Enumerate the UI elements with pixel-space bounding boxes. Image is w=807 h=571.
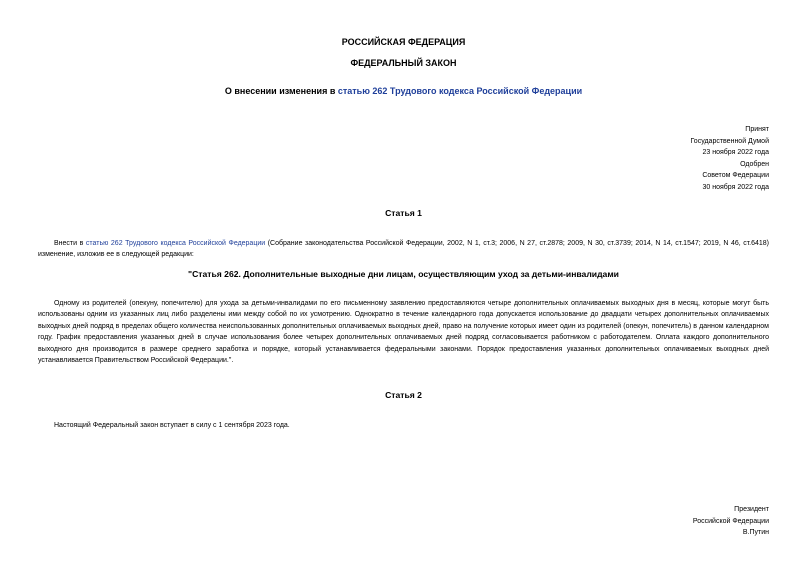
adoption-block [690,124,769,193]
article-2-body: Настоящий Федеральный закон вступает в силу с 1 сентября 2023 года. [54,422,290,429]
adoption-line: 30 ноября 2022 года [702,183,769,191]
country-heading: РОССИЙСКАЯ ФЕДЕРАЦИЯ [341,37,466,47]
adoption-line: 23 ноября 2022 года [702,149,769,156]
article-1-intro-prefix: Внести в [54,240,86,247]
signature-line: Российской Федерации [692,517,769,525]
article-1-intro [38,238,769,261]
adoption-line: Принят [745,126,769,133]
article-1-intro-suffix: (Собрание законодательства Российской Федерации, 2002, N 1, ст.3; 2006, N 27, ст.2878; 2009, N 30, ст.3739; 2014, N 14, ст.1547; 2019, N 46, ст.6418) изменение, изложив ее в следующей редакции: [38,240,770,259]
signature-line: Президент [734,506,769,513]
adoption-line: Одобрен [740,160,769,168]
article-262-heading: "Статья 262. Дополнительные выходные дни лицам, осуществляющим уход за детьми-инвалидами [188,269,619,279]
signature-block [693,504,769,539]
law-title-link[interactable]: статью 262 Трудового кодекса Российской Федерации [337,86,583,96]
signature-line: В.Путин [742,529,769,536]
article-262-body: Одному из родителей (опекуну, попечителю) для ухода за детьми-инвалидами по его письменному заявлению предоставляются четыре дополнительных оплачиваемых выходных дня в месяц, которые могут быть использованы одним из указанных лиц либо разделены ими между собой по их усмотрению. Однократно в течение календарного года допускается использование до двадцати четырех дополнительных оплачиваемых выходных дней подряд в пределах общего количества неиспользованных дополнительных оплачиваемых выходных дней, право на получение которых имеет один из родителей (опекун, попечитель) в данном календарном году. График предоставления указанных дней в случае использования более четырех дополнительных оплачиваемых дней подряд согласовывается работником с работодателем. Оплата каждого дополнительного выходного дня производится в размере среднего заработка и порядке, который устанавливается федеральными законами. Порядок предоставления указанных дополнительных оплачиваемых выходных дней устанавливается Правительством Российской Федерации.". [38,300,769,365]
adoption-line: Государственной Думой [690,137,769,145]
article-1-intro-link[interactable]: статью 262 Трудового кодекса Российской Федерации [85,240,266,247]
law-title [0,86,807,96]
article-2-heading: Статья 2 [385,390,422,400]
adoption-line: Советом Федерации [702,172,769,179]
law-title-prefix: О внесении изменения в [224,86,338,96]
doc-type-heading: ФЕДЕРАЛЬНЫЙ ЗАКОН [350,58,457,68]
article-1-heading: Статья 1 [385,208,422,218]
